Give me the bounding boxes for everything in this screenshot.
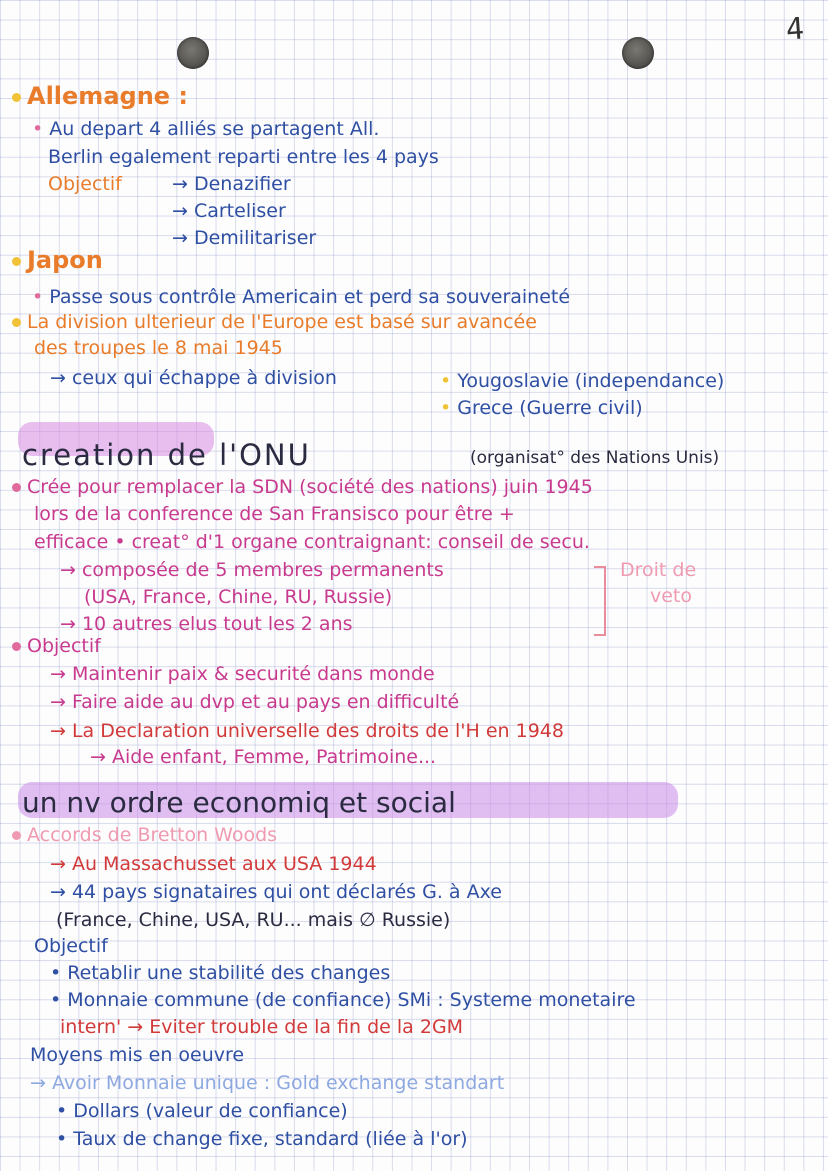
bullet-dot: [12, 257, 21, 266]
text-line: Objectif: [48, 173, 122, 195]
text-line: des troupes le 8 mai 1945: [34, 337, 283, 359]
brace-mark: [594, 566, 606, 636]
bullet-dot: [12, 831, 21, 840]
text-line: → Au Massachusset aux USA 1944: [50, 853, 377, 875]
text-line: Crée pour remplacer la SDN (société des nations) juin 1945: [12, 475, 593, 499]
text-line: → La Declaration universelle des droits de l'H en 1948: [50, 720, 564, 742]
text-line: Objectif: [34, 935, 108, 957]
bullet-dot: [12, 93, 21, 102]
text-line: (France, Chine, USA, RU... mais ∅ Russie): [56, 909, 451, 931]
text-line: → 44 pays signataires qui ont déclarés G. à Axe: [50, 881, 502, 903]
text-line: Droit de: [620, 559, 697, 581]
text-line: • Monnaie commune (de confiance) SMi : Systeme monetaire: [50, 989, 636, 1011]
text-line: Objectif: [12, 634, 101, 658]
text-line: → Carteliser: [172, 200, 286, 222]
heading-japon: Japon: [12, 248, 103, 272]
page-number: 4: [784, 11, 806, 48]
text-line: • Taux de change fixe, standard (liée à l'or): [56, 1128, 468, 1150]
text-line: → Demilitariser: [172, 227, 317, 249]
text-line: • Yougoslavie (independance): [440, 370, 725, 392]
text-line: → 10 autres elus tout les 2 ans: [60, 613, 353, 635]
text-line: • Au depart 4 alliés se partagent All.: [32, 118, 380, 140]
bullet-dot: [12, 483, 21, 492]
heading-nouvel-ordre: un nv ordre economiq et social: [22, 786, 456, 819]
text-line: → Denazifier: [172, 173, 291, 195]
bullet-dot: [12, 318, 21, 327]
text-line: (USA, France, Chine, RU, Russie): [84, 586, 393, 608]
text-line: La division ulterieur de l'Europe est basé sur avancée: [12, 310, 537, 334]
text-line: • Retablir une stabilité des changes: [50, 962, 391, 984]
text-line: → Avoir Monnaie unique : Gold exchange standart: [30, 1072, 505, 1094]
text-line: Berlin egalement reparti entre les 4 pays: [48, 146, 439, 168]
text-line: (organisat° des Nations Unis): [470, 448, 720, 468]
text-line: lors de la conference de San Fransisco pour être +: [34, 503, 515, 525]
text-line: • Dollars (valeur de confiance): [56, 1100, 348, 1122]
text-line: veto: [650, 585, 693, 607]
text-line: Moyens mis en oeuvre: [30, 1044, 245, 1066]
text-line: → Faire aide au dvp et au pays en difficulté: [50, 691, 460, 713]
binder-hole-left: [177, 37, 209, 69]
text-line: → Aide enfant, Femme, Patrimoine...: [90, 746, 437, 768]
text-line: efficace • creat° d'1 organe contraignant: conseil de secu.: [34, 531, 590, 553]
binder-hole-right: [622, 37, 654, 69]
text-line: → Maintenir paix & securité dans monde: [50, 663, 435, 685]
text-line: • Passe sous contrôle Americain et perd sa souveraineté: [32, 286, 571, 308]
heading-allemagne: Allemagne :: [12, 84, 188, 108]
text-line: → ceux qui échappe à division: [50, 367, 337, 389]
text-line: → composée de 5 membres permanents: [60, 559, 444, 581]
bullet-dot: [12, 642, 21, 651]
text-line: • Grece (Guerre civil): [440, 397, 643, 419]
text-line: Accords de Bretton Woods: [12, 823, 277, 847]
text-line: intern' → Eviter trouble de la fin de la 2GM: [60, 1016, 464, 1038]
heading-onu: creation de l'ONU: [22, 438, 311, 472]
